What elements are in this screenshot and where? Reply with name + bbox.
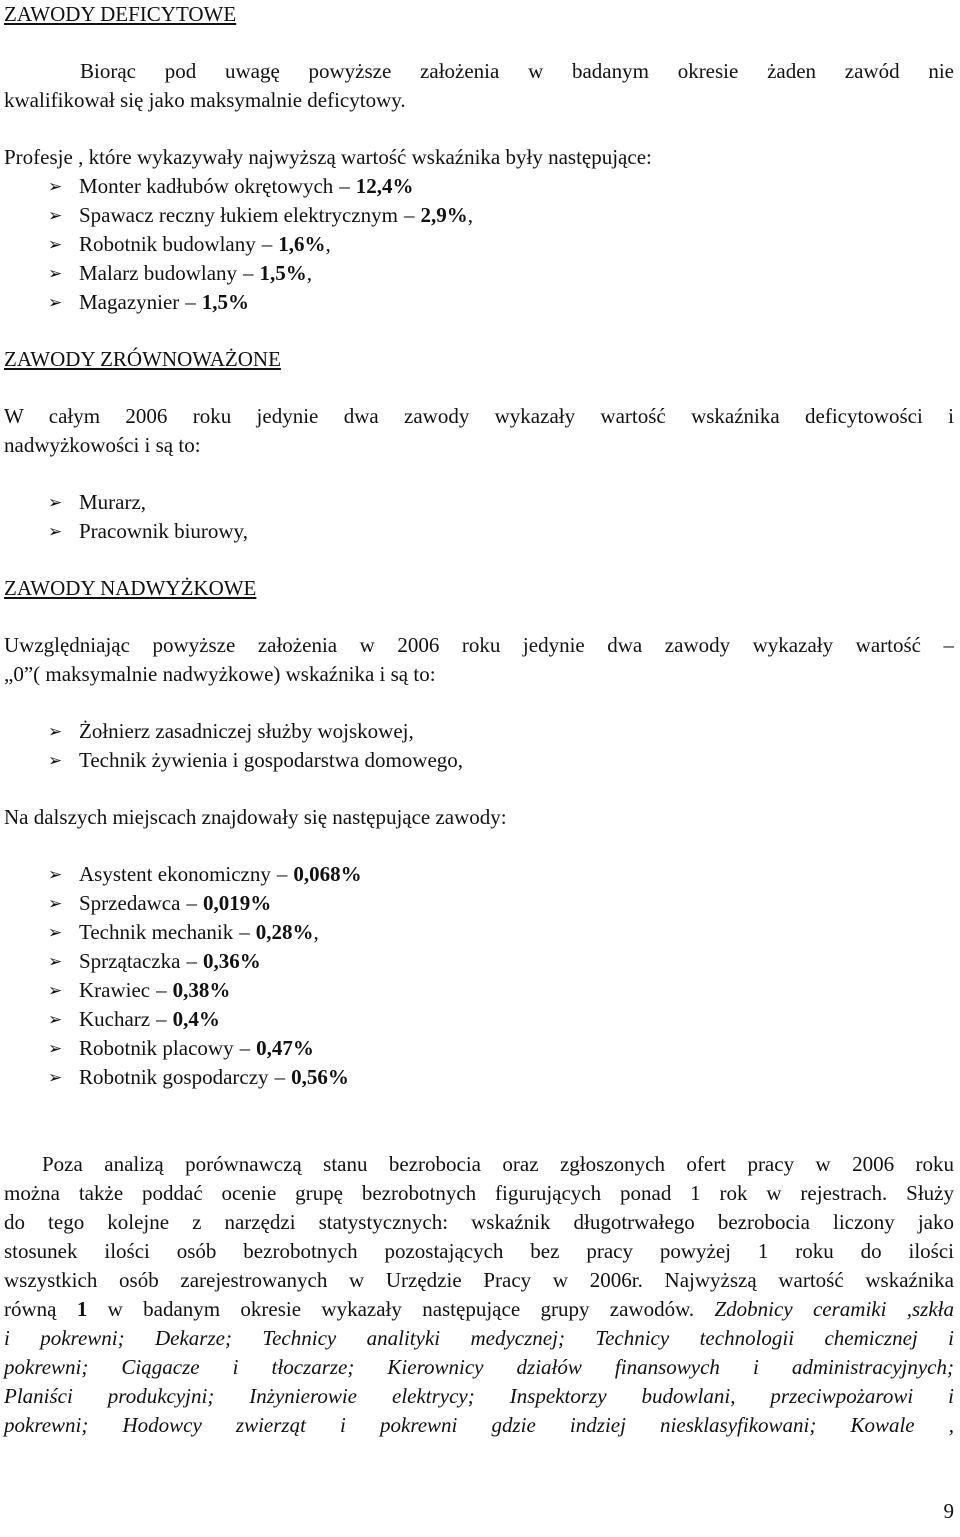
further-list [4,860,954,1092]
list-item [4,201,954,230]
arrow-bullet-icon: ➢ [48,923,63,942]
value-suffix: , [467,203,473,227]
closing-italic-line2: pokrewni; Ciągacze i tłoczarze; Kierownicy działów finansowych i administracyjnych; [4,1355,954,1379]
list-item [4,717,954,746]
occupation-value: 0,28% [255,920,314,944]
arrow-bullet-icon: ➢ [48,751,63,770]
occupation-name: Robotnik placowy [79,1036,234,1060]
arrow-bullet-icon: ➢ [48,865,63,884]
occupation-value: 1,6% [278,232,326,256]
closing-line6-post: w badanym okresie wykazały następujące grupy zawodów. [87,1297,715,1321]
dash: – [403,203,415,227]
arrow-bullet-icon: ➢ [48,493,63,512]
occupation-value: 12,4% [355,174,414,198]
deficit-list [4,172,954,317]
occupation-name: Sprzątaczka [79,949,181,973]
arrow-bullet-icon: ➢ [48,206,63,225]
arrow-bullet-icon: ➢ [48,722,63,741]
value-suffix: , [313,920,319,944]
list-item [4,488,954,517]
occupation-name: Monter kadłubów okrętowych [79,174,334,198]
closing-line6 [4,1295,954,1324]
occupation-name: Robotnik budowlany [79,232,256,256]
dash: – [339,174,350,198]
closing-italic-line3: Planiści produkcyjni; Inżynierowie elektrycy; Inspektorzy budowlani, przeciwpożarowi i [4,1384,954,1408]
occupation-value: 2,9% [420,203,468,227]
arrow-bullet-icon: ➢ [48,1068,63,1087]
list-item [4,889,954,918]
occupation-value: 0,56% [291,1065,349,1089]
value-suffix: , [325,232,331,256]
arrow-bullet-icon: ➢ [48,981,63,1000]
arrow-bullet-icon: ➢ [48,522,63,541]
arrow-bullet-icon: ➢ [48,293,63,312]
closing-line5: wszystkich osób zarejestrowanych w Urzędzie Pracy w 2006r. Najwyższą wartość wskaźnika [4,1268,954,1292]
occupation-value: 0,38% [172,978,231,1002]
occupation-name: Sprzedawca [79,891,181,915]
dash: – [156,1007,167,1031]
list-item [4,517,954,546]
list-item [4,746,954,775]
dash: – [186,949,197,973]
arrow-bullet-icon: ➢ [48,1039,63,1058]
occupation-name: Robotnik gospodarczy [79,1065,269,1089]
list-item [4,259,954,288]
heading-deficit: ZAWODY DEFICYTOWE [4,2,237,26]
document-page [4,0,954,1440]
occupation-name: Technik mechanik [79,920,234,944]
arrow-bullet-icon: ➢ [48,894,63,913]
surplus-line1: Uwzględniając powyższe założenia w 2006 roku jedynie dwa zawody wykazały wartość – [4,633,954,657]
occupation-name: Asystent ekonomiczny [79,862,271,886]
list-item [4,230,954,259]
arrow-bullet-icon: ➢ [48,952,63,971]
closing-line3: do tego kolejne z narzędzi statystycznych: wskaźnik długotrwałego bezrobocia liczony jako [4,1210,954,1234]
occupation-name: Malarz budowlany [79,261,238,285]
occupation-name: Murarz, [79,490,147,514]
occupation-value: 1,5% [259,261,307,285]
list-item [4,172,954,201]
occupation-value: 0,068% [293,862,362,886]
dash: – [239,1036,251,1060]
occupation-value: 0,47% [256,1036,314,1060]
further-lead: Na dalszych miejscach znajdowały się następujące zawody: [4,805,507,829]
heading-surplus: ZAWODY NADWYŻKOWE [4,576,257,600]
closing-line6-pre: równą [4,1297,77,1321]
closing-line2: można także poddać ocenie grupę bezrobotnych figurujących ponad 1 rok w rejestrach. Służy [4,1181,954,1205]
value-suffix: , [306,261,313,285]
deficit-intro-line2: kwalifikował się jako maksymalnie deficytowy. [4,88,406,112]
occupation-name: Technik żywienia i gospodarstwa domowego, [79,748,464,772]
closing-paragraph [4,1150,954,1440]
list-item [4,1034,954,1063]
dash: – [261,232,273,256]
list-item [4,1063,954,1092]
arrow-bullet-icon: ➢ [48,177,63,196]
occupation-value: 1,5% [201,290,250,314]
balanced-line1: W całym 2006 roku jedynie dwa zawody wykazały wartość wskaźnika deficytowości i [4,404,954,428]
closing-italic-line4: pokrewni; Hodowcy zwierząt i pokrewni gdzie indziej niesklasyfikowani; Kowale , [4,1413,954,1437]
occupation-name: Żołnierz zasadniczej służby wojskowej, [79,719,414,743]
occupation-name: Spawacz reczny łukiem elektrycznym [79,203,398,227]
occupation-name: Krawiec [79,978,151,1002]
closing-line6-italic: Zdobnicy ceramiki ,szkła [714,1297,955,1321]
list-item [4,860,954,889]
dash: – [239,920,250,944]
dash: – [276,862,288,886]
occupation-value: 0,4% [172,1007,220,1031]
arrow-bullet-icon: ➢ [48,264,63,283]
occupation-name: Kucharz [79,1007,151,1031]
list-item [4,288,954,317]
dash: – [156,978,167,1002]
heading-balanced: ZAWODY ZRÓWNOWAŻONE [4,347,281,371]
balanced-list [4,488,954,546]
occupation-name: Magazynier [79,290,180,314]
deficit-lead: Profesje , które wykazywały najwyższą wartość wskaźnika były następujące: [4,145,652,169]
closing-line4: stosunek ilości osób bezrobotnych pozostających bez pracy powyżej 1 roku do ilości [4,1239,954,1263]
closing-line6-bold: 1 [76,1297,88,1321]
list-item [4,976,954,1005]
list-item [4,918,954,947]
occupation-value: 0,019% [202,891,272,915]
arrow-bullet-icon: ➢ [48,235,63,254]
list-item [4,947,954,976]
dash: – [274,1065,286,1089]
surplus-list [4,717,954,775]
balanced-line2: nadwyżkowości i są to: [4,433,201,457]
dash: – [185,290,196,314]
dash: – [243,261,254,285]
closing-italic-line1: i pokrewni; Dekarze; Technicy analityki medycznej; Technicy technologii chemicznej i [4,1326,954,1350]
arrow-bullet-icon: ➢ [48,1010,63,1029]
occupation-name: Pracownik biurowy, [79,519,248,543]
dash: – [186,891,197,915]
surplus-line2: „0”( maksymalnie nadwyżkowe) wskaźnika i są to: [4,662,436,686]
occupation-value: 0,36% [202,949,261,973]
page-number: 9 [943,1499,954,1523]
closing-line1: Poza analizą porównawczą stanu bezrobocia oraz zgłoszonych ofert pracy w 2006 roku [42,1152,954,1176]
deficit-intro-line1: Biorąc pod uwagę powyższe założenia w badanym okresie żaden zawód nie [80,59,954,83]
list-item [4,1005,954,1034]
